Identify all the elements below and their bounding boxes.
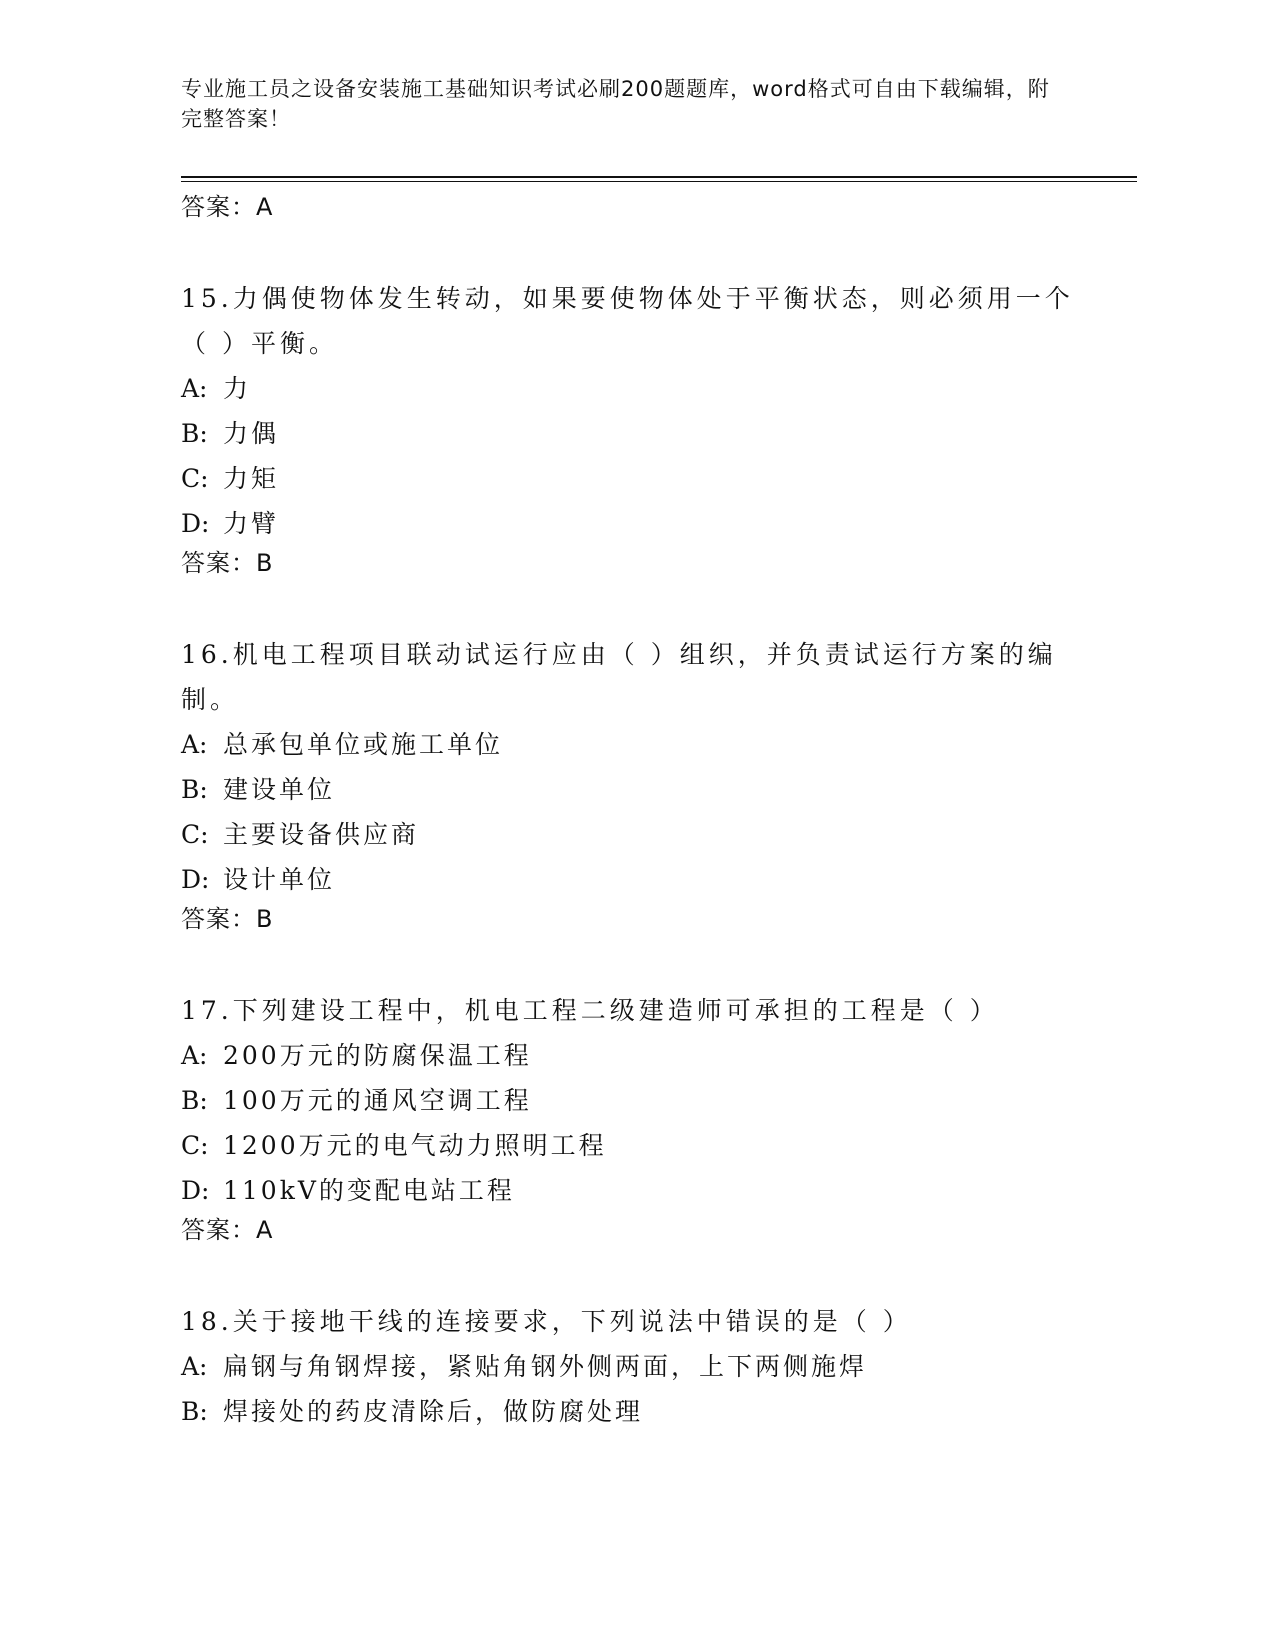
option-text: 主要设备供应商 [223,820,420,849]
answer-line: 答案：A [181,1216,274,1244]
answer-line: 答案：B [181,905,274,933]
answer-line: 答案：A [181,193,274,221]
question-stem: 16.机电工程项目联动试运行应由（ ）组织，并负责试运行方案的编制。 [181,640,1057,714]
option-a [181,1033,1081,1078]
option-text: 焊接处的药皮清除后，做防腐处理 [223,1397,644,1426]
option-label: D: [181,1176,210,1205]
option-label: C: [181,820,209,849]
option-text: 力 [223,374,252,403]
option-text: 100万元的通风空调工程 [223,1086,532,1115]
option-label: A: [181,1041,208,1070]
option-b [181,767,1081,812]
question-17 [181,988,1081,1247]
option-b [181,411,1081,456]
option-text: 扁钢与角钢焊接，紧贴角钢外侧两面，上下两侧施焊 [223,1352,868,1381]
option-text: 设计单位 [223,865,336,894]
option-text: 1200万元的电气动力照明工程 [223,1131,607,1160]
option-label: A: [181,1352,208,1381]
option-d [181,1168,1081,1213]
question-stem: 15.力偶使物体发生转动，如果要使物体处于平衡状态，则必须用一个（ ）平衡。 [181,284,1074,358]
option-a [181,722,1081,767]
option-b [181,1389,1081,1434]
option-text: 总承包单位或施工单位 [223,730,504,759]
option-text: 200万元的防腐保温工程 [223,1041,532,1070]
option-a [181,366,1081,411]
question-stem: 17.下列建设工程中，机电工程二级建造师可承担的工程是（ ） [181,996,999,1025]
question-18 [181,1299,1081,1434]
option-label: B: [181,1086,208,1115]
option-text: 建设单位 [223,775,336,804]
header-rule-thin [181,181,1137,182]
option-label: A: [181,730,208,759]
option-d [181,857,1081,902]
option-c [181,812,1081,857]
option-b [181,1078,1081,1123]
option-label: C: [181,464,209,493]
question-list [181,186,1081,1434]
option-a [181,1344,1081,1389]
document-header: 专业施工员之设备安装施工基础知识考试必刷200题题库，word格式可自由下载编辑，附完整答案！ [181,77,1050,131]
option-text: 力偶 [223,419,280,448]
answer-line: 答案：B [181,549,274,577]
header-rule-thick [181,176,1137,178]
option-text: 力矩 [223,464,280,493]
question-15 [181,276,1081,580]
option-label: C: [181,1131,209,1160]
option-label: B: [181,419,208,448]
option-d [181,501,1081,546]
option-text: 110kV的变配电站工程 [223,1176,515,1205]
option-label: A: [181,374,208,403]
option-c [181,456,1081,501]
option-text: 力臂 [223,509,280,538]
question-16 [181,632,1081,936]
option-label: D: [181,865,210,894]
option-label: B: [181,775,208,804]
option-label: D: [181,509,210,538]
option-c [181,1123,1081,1168]
option-label: B: [181,1397,208,1426]
question-stem: 18.关于接地干线的连接要求，下列说法中错误的是（ ） [181,1307,912,1336]
